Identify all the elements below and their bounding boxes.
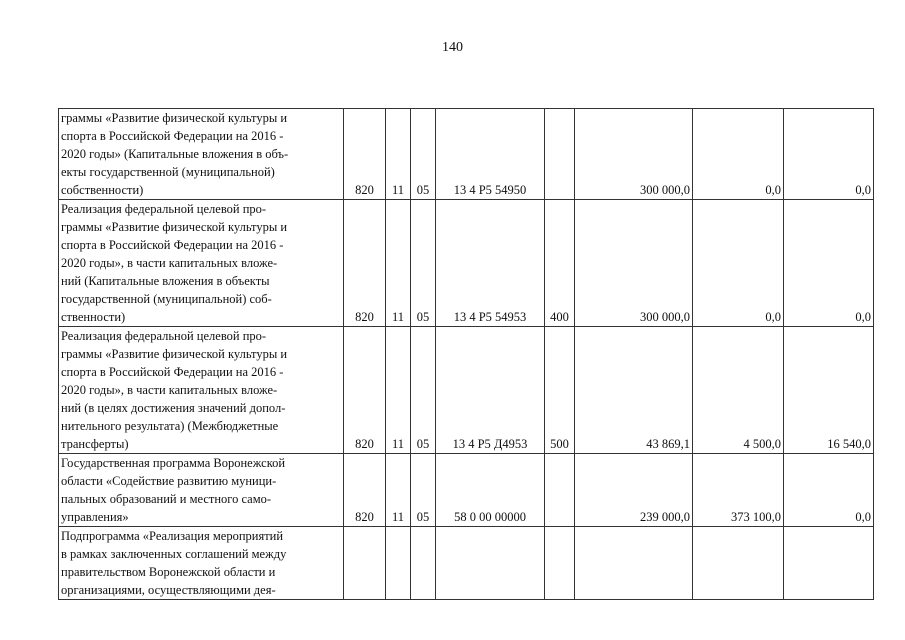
row-amount-year-2: 0,0 [693, 109, 784, 200]
row-grbs-code: 820 [344, 109, 386, 200]
row-amount-year-2: 4 500,0 [693, 327, 784, 454]
row-amount-year-2: 373 100,0 [693, 454, 784, 527]
row-amount-year-2: 0,0 [693, 200, 784, 327]
row-grbs-code: 820 [344, 327, 386, 454]
row-grbs-code: 820 [344, 454, 386, 527]
row-grbs-code [344, 527, 386, 600]
row-amount-year-3: 0,0 [784, 109, 874, 200]
row-expense-type [545, 454, 575, 527]
row-expense-type: 500 [545, 327, 575, 454]
row-subsection-code [411, 527, 436, 600]
page-number: 140 [442, 40, 463, 55]
row-amount-year-3: 0,0 [784, 454, 874, 527]
row-amount-year-1: 43 869,1 [575, 327, 693, 454]
row-amount-year-1: 239 000,0 [575, 454, 693, 527]
row-expense-type [545, 527, 575, 600]
table-row [59, 454, 874, 527]
row-subsection-code: 05 [411, 454, 436, 527]
row-description: Подпрограмма «Реализация мероприятий в рамках заключенных соглашений между правительством Воронежской области и организациями, осуществляющими дея- [59, 527, 344, 600]
row-section-code: 11 [386, 327, 411, 454]
row-amount-year-3: 16 540,0 [784, 327, 874, 454]
row-section-code: 11 [386, 454, 411, 527]
row-section-code: 11 [386, 109, 411, 200]
row-description: Реализация федеральной целевой про- граммы «Развитие физической культуры и спорта в Российской Федерации на 2016 - 2020 годы», в части капитальных вложе- ний (в целях достижения значений допол- нительного результата) (Межбюджетные трансферты) [59, 327, 344, 454]
row-amount-year-3 [784, 527, 874, 600]
table-row [59, 200, 874, 327]
row-subsection-code: 05 [411, 327, 436, 454]
row-target-article: 13 4 P5 54953 [436, 200, 545, 327]
row-description: Государственная программа Воронежской области «Содействие развитию муници- пальных образований и местного само- управления» [59, 454, 344, 527]
row-target-article: 58 0 00 00000 [436, 454, 545, 527]
row-amount-year-2 [693, 527, 784, 600]
row-expense-type [545, 109, 575, 200]
table-row [59, 327, 874, 454]
row-subsection-code: 05 [411, 109, 436, 200]
row-amount-year-1: 300 000,0 [575, 109, 693, 200]
row-target-article [436, 527, 545, 600]
row-amount-year-3: 0,0 [784, 200, 874, 327]
row-grbs-code: 820 [344, 200, 386, 327]
row-expense-type: 400 [545, 200, 575, 327]
row-section-code [386, 527, 411, 600]
row-amount-year-1: 300 000,0 [575, 200, 693, 327]
table-row [59, 527, 874, 600]
row-target-article: 13 4 P5 54950 [436, 109, 545, 200]
budget-table [58, 108, 874, 600]
row-subsection-code: 05 [411, 200, 436, 327]
row-amount-year-1 [575, 527, 693, 600]
row-description: граммы «Развитие физической культуры и спорта в Российской Федерации на 2016 - 2020 годы» (Капитальные вложения в объ- екты государственной (муниципальной) собственности) [59, 109, 344, 200]
row-target-article: 13 4 P5 Д4953 [436, 327, 545, 454]
table-row [59, 109, 874, 200]
row-section-code: 11 [386, 200, 411, 327]
row-description: Реализация федеральной целевой про- граммы «Развитие физической культуры и спорта в Российской Федерации на 2016 - 2020 годы», в части капитальных вложе- ний (Капитальные вложения в объекты государственной (муниципальной) соб- ственности) [59, 200, 344, 327]
